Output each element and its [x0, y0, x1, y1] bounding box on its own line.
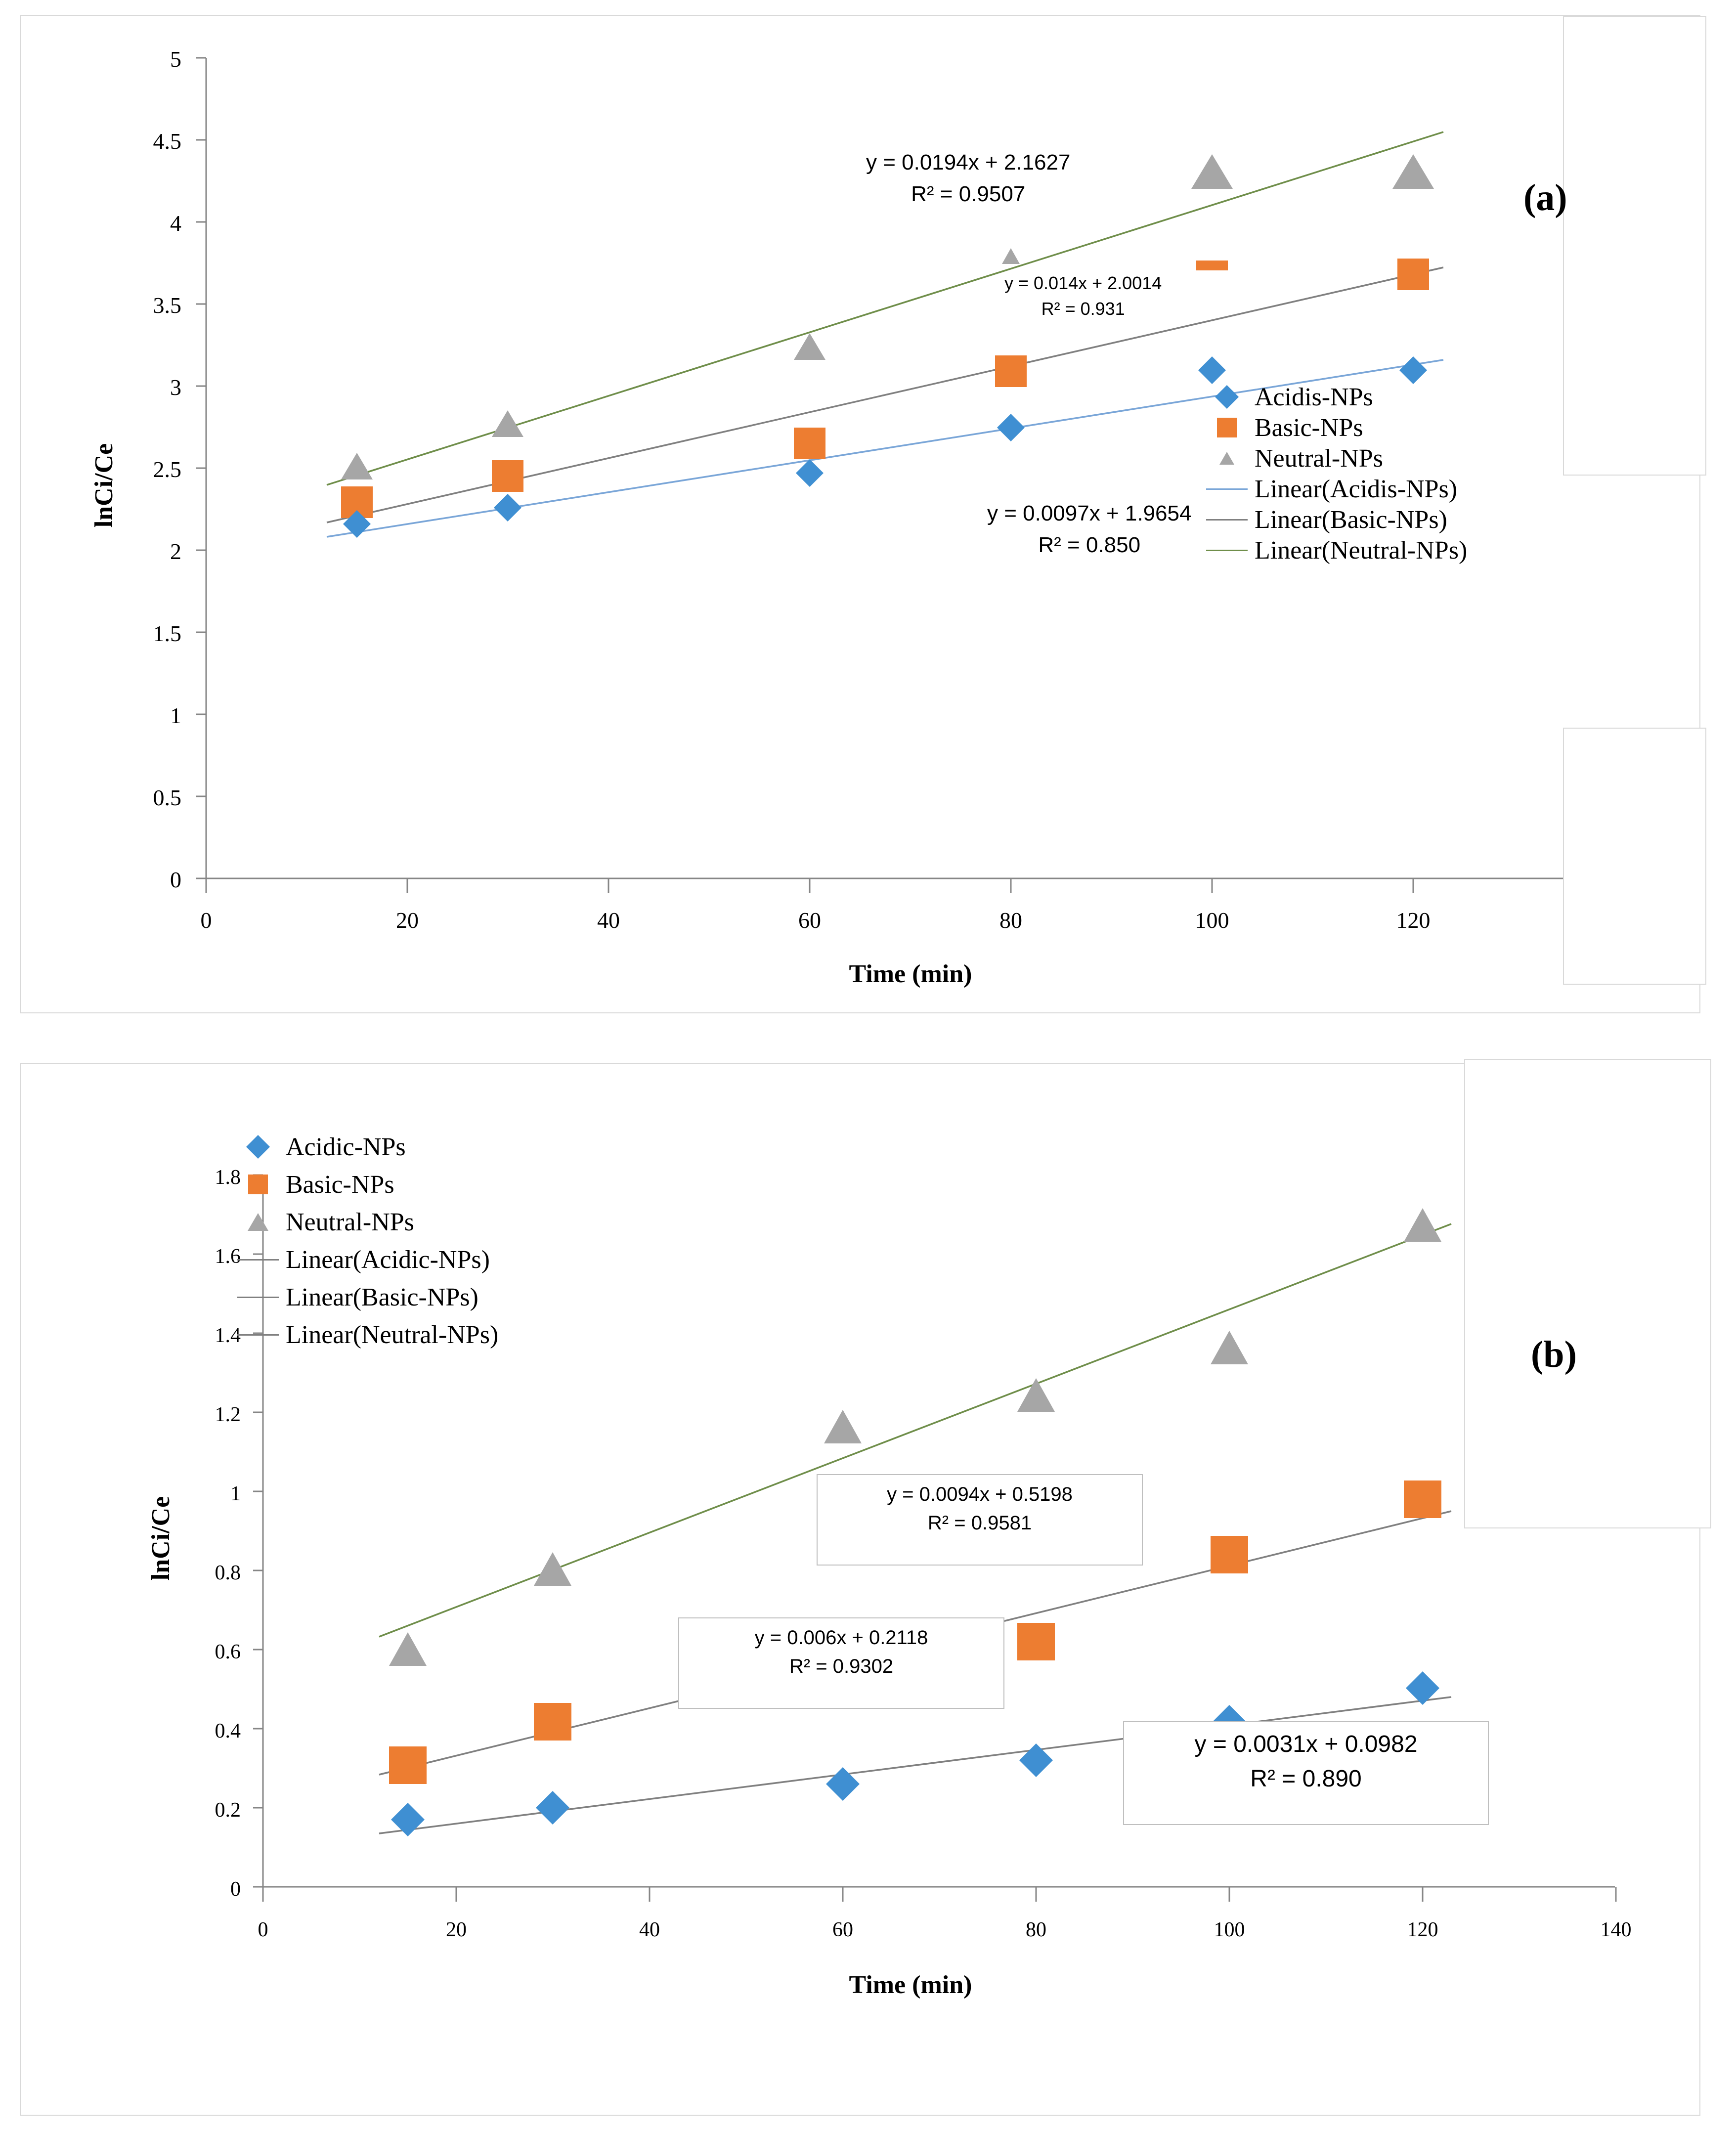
panel-b-xtick-0: 0: [258, 1918, 268, 1941]
panel-b-legend-label-linear-acidic: Linear(Acidic-NPs): [286, 1245, 490, 1274]
panel-b-equation-basic-r2: R² = 0.9302: [789, 1655, 894, 1677]
panel-a-equation-acidic-text: y = 0.0097x + 1.9654: [987, 501, 1192, 525]
panel-b-equation-acidic: [1123, 1721, 1489, 1825]
panel-a-legend-label-linear-acidic: Linear(Acidis-NPs): [1255, 475, 1458, 503]
diamond-marker-icon: [1202, 389, 1252, 405]
panel-b-ytick-0: 0: [230, 1878, 241, 1901]
panel-a-ytick-4: 4: [170, 211, 181, 236]
panel-a-ytick-0.5: 0.5: [153, 785, 181, 810]
panel-b-xtick-20: 20: [446, 1918, 467, 1941]
panel-a-legend: [1202, 382, 1467, 566]
panel-a-ytick-2.5: 2.5: [153, 457, 181, 482]
panel-a-equation-acidic-r2: R² = 0.850: [1038, 532, 1141, 557]
line-swatch-basic-icon: [1202, 519, 1252, 521]
panel-a-ytick-5: 5: [170, 46, 181, 72]
panel-a-frame-artifact-top: [1563, 16, 1706, 476]
triangle-marker-icon: [1202, 452, 1252, 465]
panel-a-legend-label-linear-basic: Linear(Basic-NPs): [1255, 505, 1447, 534]
panel-b-series-neutral: [389, 1208, 1441, 1666]
panel-a-ytick-4.5: 4.5: [153, 129, 181, 154]
panel-b-ytick-1.8: 1.8: [215, 1166, 241, 1189]
panel-b-legend-label-linear-neutral: Linear(Neutral-NPs): [286, 1320, 499, 1349]
panel-b-ytick-0.8: 0.8: [215, 1562, 241, 1584]
panel-a-equation-neutral-r2: R² = 0.9507: [911, 181, 1026, 206]
square-marker-icon: [1202, 418, 1252, 437]
panel-b-equation-acidic-r2: R² = 0.890: [1250, 1765, 1362, 1792]
panel-a-y-axis-title: lnCi/Ce: [90, 443, 118, 528]
panel-a-ytick-1: 1: [170, 703, 181, 728]
panel-a-ytick-2: 2: [170, 539, 181, 564]
panel-a-xtick-0: 0: [200, 908, 212, 933]
panel-b-equation-acidic-text: y = 0.0031x + 0.0982: [1194, 1731, 1418, 1757]
panel-b-ytick-1: 1: [230, 1482, 241, 1505]
panel-a-equation-basic-text: y = 0.014x + 2.0014: [1004, 273, 1162, 293]
chart-panel-b: [20, 1063, 1700, 2116]
panel-a-legend-label-acidic: Acidis-NPs: [1255, 383, 1373, 411]
panel-b-legend-label-acidic: Acidic-NPs: [286, 1132, 406, 1161]
panel-a-xtick-20: 20: [396, 908, 419, 933]
panel-b-label: (b): [1531, 1334, 1577, 1375]
panel-b-equation-neutral-r2: R² = 0.9581: [927, 1512, 1032, 1534]
panel-a-legend-item-linear-acidic[interactable]: [1202, 474, 1467, 504]
panel-a-equation-basic: [1004, 270, 1162, 322]
panel-a-xtick-120: 120: [1396, 908, 1431, 933]
panel-b-xtick-80: 80: [1026, 1918, 1046, 1941]
line-swatch-acidic-icon: [1202, 488, 1252, 490]
panel-b-legend-label-neutral: Neutral-NPs: [286, 1208, 414, 1236]
chart-panel-a: [20, 15, 1700, 1013]
panel-b-legend-item-linear-neutral[interactable]: [233, 1316, 498, 1353]
panel-a-label: (a): [1523, 177, 1567, 218]
panel-b-legend: [233, 1128, 498, 1353]
line-swatch-neutral-icon: [1202, 550, 1252, 551]
panel-b-y-axis-title: lnCi/Ce: [147, 1496, 175, 1581]
line-swatch-neutral-icon: [233, 1334, 283, 1336]
triangle-marker-icon: [233, 1213, 283, 1231]
panel-a-frame-artifact-bottom: [1563, 728, 1706, 985]
panel-b-equation-basic-text: y = 0.006x + 0.2118: [754, 1627, 928, 1649]
panel-a-xtick-80: 80: [999, 908, 1022, 933]
panel-b-equation-basic: [678, 1617, 1004, 1709]
panel-a-equation-neutral: [866, 147, 1070, 210]
panel-a-ytick-3: 3: [170, 375, 181, 400]
panel-b-trendline-neutral: [379, 1224, 1451, 1637]
panel-a-x-axis-title: Time (min): [849, 960, 972, 988]
panel-b-legend-item-neutral[interactable]: [233, 1203, 498, 1241]
panel-a-legend-item-basic[interactable]: [1202, 412, 1467, 443]
panel-b-equation-neutral: [817, 1474, 1143, 1566]
panel-a-legend-item-neutral[interactable]: [1202, 443, 1467, 474]
panel-b-legend-label-basic: Basic-NPs: [286, 1170, 394, 1199]
panel-a-ytick-1.5: 1.5: [153, 621, 181, 646]
panel-a-legend-item-linear-neutral[interactable]: [1202, 535, 1467, 566]
panel-a-x-ticks: [206, 878, 1614, 893]
panel-a-equation-neutral-text: y = 0.0194x + 2.1627: [866, 150, 1071, 174]
panel-b-x-ticks: [263, 1887, 1616, 1902]
panel-b-ytick-0.4: 0.4: [215, 1720, 241, 1742]
panel-a-legend-label-basic: Basic-NPs: [1255, 413, 1363, 442]
line-swatch-acidic-icon: [233, 1259, 283, 1261]
panel-b-equation-neutral-text: y = 0.0094x + 0.5198: [887, 1483, 1073, 1505]
panel-b-ytick-0.2: 0.2: [215, 1799, 241, 1822]
panel-b-legend-item-linear-basic[interactable]: [233, 1278, 498, 1316]
panel-b-legend-item-acidic[interactable]: [233, 1128, 498, 1166]
panel-a-equation-acidic: [987, 498, 1191, 561]
panel-a-xtick-60: 60: [798, 908, 821, 933]
panel-b-ytick-1.4: 1.4: [215, 1324, 241, 1347]
panel-b-xtick-140: 140: [1600, 1918, 1632, 1941]
panel-a-y-ticks: [196, 58, 206, 878]
panel-b-xtick-100: 100: [1214, 1918, 1245, 1941]
panel-b-ytick-1.6: 1.6: [215, 1245, 241, 1268]
panel-a-ytick-0: 0: [170, 867, 181, 892]
panel-b-xtick-120: 120: [1407, 1918, 1438, 1941]
square-marker-icon: [233, 1175, 283, 1194]
panel-a-legend-label-linear-neutral: Linear(Neutral-NPs): [1255, 536, 1468, 565]
panel-b-ytick-0.6: 0.6: [215, 1641, 241, 1663]
panel-b-ytick-1.2: 1.2: [215, 1403, 241, 1426]
diamond-marker-icon: [233, 1138, 283, 1155]
panel-a-xtick-40: 40: [597, 908, 620, 933]
panel-a-ytick-3.5: 3.5: [153, 293, 181, 318]
panel-b-frame-artifact: [1464, 1059, 1711, 1528]
panel-b-x-axis-title: Time (min): [849, 1971, 972, 1999]
panel-a-equation-basic-r2: R² = 0.931: [1041, 299, 1125, 319]
panel-a-legend-item-acidic[interactable]: [1202, 382, 1467, 412]
panel-b-xtick-60: 60: [832, 1918, 853, 1941]
panel-a-legend-item-linear-basic[interactable]: [1202, 504, 1467, 535]
panel-b-legend-label-linear-basic: Linear(Basic-NPs): [286, 1283, 478, 1311]
panel-b-xtick-40: 40: [639, 1918, 660, 1941]
panel-b-legend-item-basic[interactable]: [233, 1166, 498, 1203]
panel-b-legend-item-linear-acidic[interactable]: [233, 1241, 498, 1278]
line-swatch-basic-icon: [233, 1297, 283, 1298]
panel-a-xtick-100: 100: [1195, 908, 1229, 933]
panel-a-legend-label-neutral: Neutral-NPs: [1255, 444, 1383, 473]
